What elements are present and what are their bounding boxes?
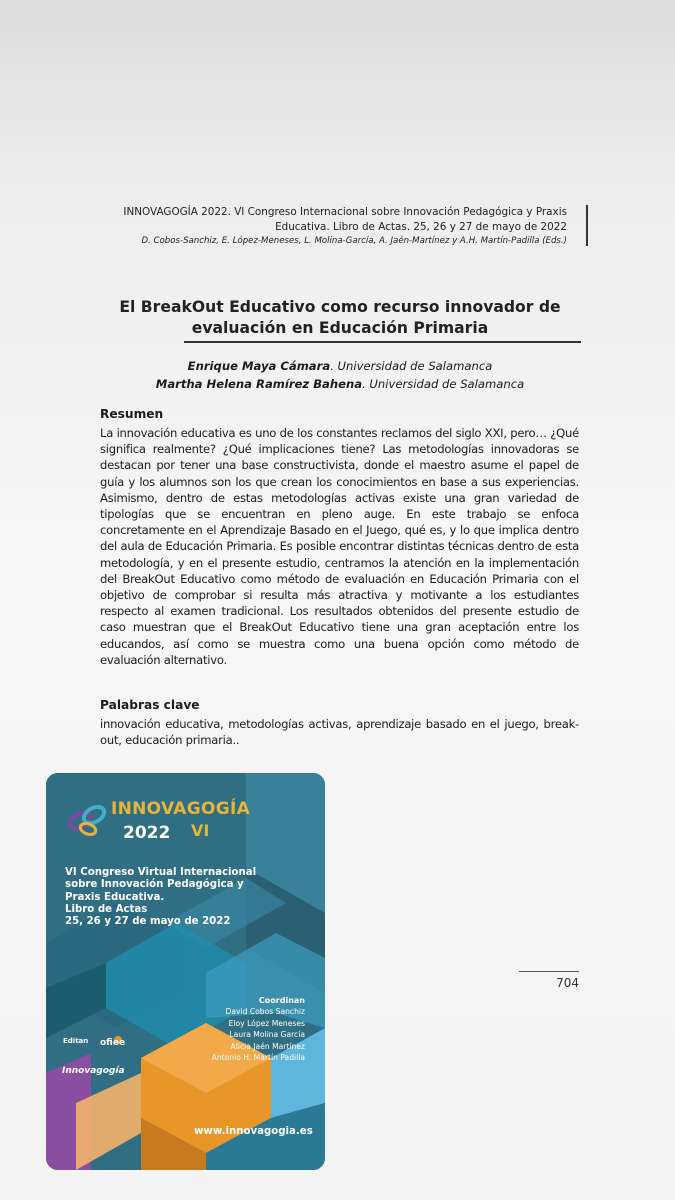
cover-coordinators: [212, 995, 305, 1063]
abstract-text: La innovación educativa es uno de los constantes reclamos del siglo XXI, pero… ¿Qué significa realmente? ¿Qué implicaciones tiene? Las metodologías innovadoras se destacan por tener una base constructivista, donde el maestro asume el papel de guía y los alumnos son los que crean los conocimientos en base a sus experiencias. Asimismo, dentro de estas metodologías activas existe una gran variedad de tipologías que se encuentran en pleno auge. En este trabajo se enfoca concretamente en el Aprendizaje Basado en el Juego, qué es, y lo que implica dentro del aula de Educación Primaria. Es posible encontrar distintas técnicas dentro de esta metodología, y en el presente estudio, centramos la atención en la implementación del BreakOut Educativo como método de evaluación en Educación Primaria con el objetivo de comprobar si resulta más atractiva y motivante a los estudiantes respecto al examen tradicional. Los resultados obtenidos del presente estudio de caso muestran que el BreakOut Educativo tiene una gran aceptación entre los educandos, así como se muestra como una buena opción como método de evaluación alternativo.: [100, 426, 579, 667]
running-header: [87, 205, 572, 248]
page-number: 704: [556, 976, 579, 990]
author-1: [96, 357, 584, 375]
coordinator-name: Antonio H. Martín Padilla: [211, 1053, 305, 1063]
cover-subtitle: [65, 867, 265, 928]
author-2: [96, 375, 584, 393]
title-underline: [184, 341, 581, 343]
coordinator-name: David Cobos Sanchiz: [225, 1007, 305, 1017]
cover-subtitle-line: Libro de Actas: [65, 903, 148, 915]
cover-subtitle-line: Praxis Educativa.: [65, 891, 165, 903]
abstract-heading: Resumen: [100, 407, 164, 421]
cover-subtitle-line: sobre Innovación Pedagógica y: [65, 879, 244, 891]
header-line-1: INNOVAGOGÍA 2022. VI Congreso Internacional sobre Innovación Pedagógica y Praxis: [123, 206, 567, 218]
author-1-affiliation: . Universidad de Salamanca: [330, 359, 493, 373]
publisher-innovagogia: Innovagogía: [62, 1066, 125, 1076]
author-list: [96, 357, 584, 393]
author-1-name: Enrique Maya Cámara: [187, 359, 331, 373]
cover-url: www.innovagogia.es: [194, 1126, 313, 1137]
keywords-text: innovación educativa, metodologías activas, aprendizaje basado en el juego, break-out, educación primaria..: [100, 717, 579, 748]
editan-label: Editan: [63, 1037, 89, 1045]
coordinator-name: Laura Molina García: [229, 1030, 305, 1040]
author-2-name: Martha Helena Ramírez Bahena: [155, 377, 363, 391]
author-2-affiliation: . Universidad de Salamanca: [362, 377, 525, 391]
coordinator-name: Eloy López Meneses: [228, 1018, 305, 1028]
header-side-rule: [586, 205, 588, 246]
book-cover: [46, 773, 325, 1170]
title-line-2: evaluación en Educación Primaria: [191, 319, 489, 337]
paper-title: [96, 297, 584, 339]
header-editors: D. Cobos-Sanchiz, E. López-Meneses, L. Molina-García, A. Jaén-Martínez y A.H. Martín-Padilla (Eds.): [141, 236, 567, 246]
coordinator-name: Alicia Jaén Martínez: [230, 1041, 305, 1051]
cover-year: 2022: [123, 823, 171, 843]
keywords-heading: Palabras clave: [100, 698, 200, 712]
publisher-ofiee: ofiee: [100, 1038, 126, 1048]
coordinators-heading: Coordinan: [258, 996, 305, 1005]
cover-edition: VI: [191, 821, 210, 840]
title-line-1: El BreakOut Educativo como recurso innovador de: [119, 298, 561, 316]
cover-subtitle-line: 25, 26 y 27 de mayo de 2022: [65, 916, 231, 928]
cover-brand: INNOVAGOGÍA: [111, 799, 251, 819]
page-number-rule: [519, 971, 579, 972]
innovagogia-logo-icon: [66, 797, 110, 841]
cover-subtitle-line: VI Congreso Virtual Internacional: [65, 867, 257, 878]
header-line-2: Educativa. Libro de Actas. 25, 26 y 27 de mayo de 2022: [275, 221, 567, 233]
